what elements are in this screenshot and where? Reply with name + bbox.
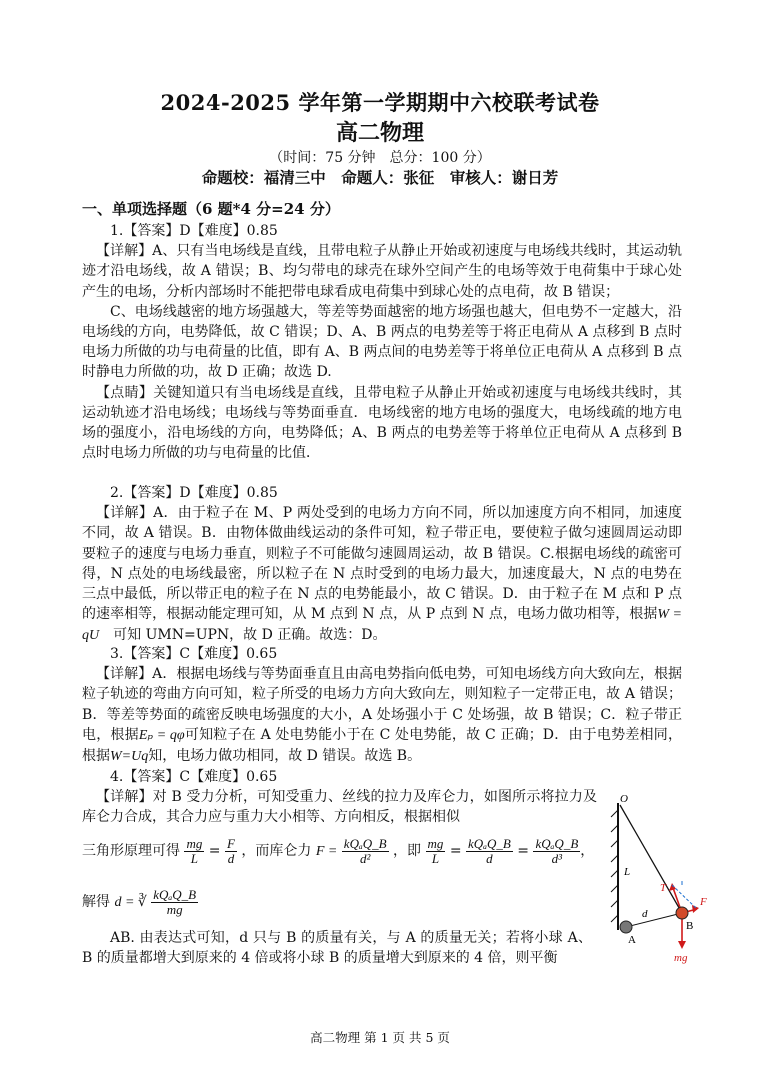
exam-title: 2024-2025 学年第一学期期中六校联考试卷 bbox=[160, 90, 600, 115]
q3-answer: 3.【答案】C【难度】0.65 bbox=[110, 646, 278, 662]
q1-detail-1: 【详解】A、只有当电场线是直线，且带电粒子从静止开始或初速度与电场线共线时，其运动轨迹才沿电场线，故 A 错误；B、均匀带电的球壳在球外空间产生的电场等效于电荷集中于球心处产生的电场，分析内部场时不能把带电球看成电荷集中到球心处的点电荷，故 B 错误； bbox=[82, 243, 682, 300]
fraction-mg-over-l: $\frac{mg}{L}$ bbox=[186, 835, 203, 866]
q3-detail-a: 【详解】A．根据电场线与等势面垂直且由高电势指向低电势，可知电场线方向大致向左，根据粒子轨迹的弯曲方向可知，粒子所受的电场力方向大致向左，则知粒子一定带正电，故 A 错误；B．等差等势面的疏密反映电场强度的大小，A 处场强小于 C 处场强，故 B 错误；C．粒子带正电，根据 bbox=[82, 666, 682, 743]
authors-line: 命题校：福清三中 命题人：张征 审核人：谢日芳 bbox=[201, 168, 559, 187]
fraction-compound: kQₐQ_B d bbox=[468, 835, 511, 866]
question-4 bbox=[82, 767, 597, 828]
q4-solution-line bbox=[82, 882, 602, 923]
q4-detail-1: 【详解】对 B 受力分析，可知受重力、丝线的拉力及库仑力，如图所示将拉力及库仑力合成，其合力应与重力大小相等、方向相反，根据相似 bbox=[82, 789, 597, 826]
page-footer: 高二物理 第 1 页 共 5 页 bbox=[310, 1030, 450, 1045]
question-1 bbox=[82, 221, 682, 463]
q1-note: 【点睛】关键知道只有当电场线是直线，且带电粒子从静止开始或初速度与电场线共线时，其运动轨迹才沿电场线；电场线与等势面垂直．电场线密的地方电场的强度大，电场线疏的地方电场的强度小，沿电场线的方向，电势降低；A、B 两点的电势差等于将单位正电荷从 A 点移到 B 点时电场力所做的功与电荷量的比值． bbox=[82, 384, 682, 462]
q3-detail-c: 知，电场力做功相同，故 D 错误。故选 B。 bbox=[148, 748, 422, 765]
q4-formula-line: 三角形原理可得 $\frac{mg}{L}$ = $\frac{F}{d}$ ，而库仑力 F = kQₐQ_B d² ，即 $\frac{mg}{L}$ = kQₐQ_B d = kQₐQ_B d³ ， bbox=[82, 835, 595, 866]
label-d: d bbox=[642, 908, 648, 920]
q4-formula-prefix: 三角形原理可得 bbox=[82, 843, 180, 859]
gravity-arrowhead bbox=[678, 941, 686, 949]
cube-root-formula: d = ∛ bbox=[114, 895, 147, 910]
q4-answer: 4.【答案】C【难度】0.65 bbox=[110, 769, 278, 785]
q3-formula-2: W=Uq bbox=[110, 749, 149, 765]
ball-a bbox=[620, 921, 632, 933]
fraction-coulomb: kQₐQ_B d² bbox=[343, 835, 387, 866]
tension-arrowhead bbox=[669, 883, 676, 891]
label-l: L bbox=[624, 866, 631, 878]
q4-formula-mid: ，而库仑力 bbox=[241, 843, 312, 859]
label-b: B bbox=[686, 920, 694, 932]
subject-title: 高二物理 bbox=[335, 120, 424, 146]
label-mg: mg bbox=[674, 952, 688, 964]
q3-detail bbox=[82, 664, 682, 767]
question-3 bbox=[82, 644, 682, 767]
fraction-f-over-d: $\frac{F}{d}$ bbox=[226, 835, 235, 866]
q2-detail bbox=[82, 503, 682, 646]
q1-detail-2: C、电场线越密的地方场强越大，等差等势面越密的地方场强也越大，但电势不一定越大，沿电场线的方向，电势降低，故 C 错误；D、A、B 两点的电势差等于将正电荷从 A 点移到 B 点时电场力所做的功与电荷量的比值，即有 A、B 两点间的电势差等于将单位正电荷从 A 点移到 B 点时静电力所做的功，故 D 正确；故选 D. bbox=[82, 303, 682, 381]
time-info: （时间：75 分钟 总分：100 分） bbox=[269, 150, 491, 166]
q4-formula-and: ，即 bbox=[393, 843, 422, 859]
q4-solve-prefix: 解得 bbox=[82, 894, 110, 910]
q3-formula-1: Eₚ = qφ bbox=[138, 727, 185, 743]
label-o: O bbox=[620, 795, 628, 805]
q4-analysis bbox=[82, 928, 592, 968]
fraction-result: kQₐQ_B d³ bbox=[535, 835, 579, 866]
coulomb-f-equals: F = bbox=[315, 844, 338, 859]
thread-line bbox=[620, 805, 682, 913]
section-heading: 一、单项选择题（6 题*4 分=24 分） bbox=[82, 200, 340, 218]
q4-detail-4: AB. 由表达式可知，d 只与 B 的质量有关，与 A 的质量无关；若将小球 A、B 的质量都增大到原来的 4 倍或将小球 B 的质量增大到原来的 4 倍，则平衡 bbox=[82, 930, 592, 967]
q3-detail-b: 可知粒子在 A 处电势能小于在 C 处电势能，故 C 正确；D．由于电势差相同，根据 bbox=[82, 726, 682, 765]
coulomb-arrowhead bbox=[692, 905, 699, 913]
label-f: F bbox=[700, 896, 707, 908]
q1-answer: 1.【答案】D【难度】0.85 bbox=[110, 223, 278, 239]
question-2 bbox=[82, 483, 682, 647]
label-a: A bbox=[628, 934, 636, 946]
label-t: T bbox=[660, 882, 667, 894]
force-diagram bbox=[598, 795, 716, 965]
q2-answer: 2.【答案】D【难度】0.85 bbox=[110, 485, 278, 501]
wall-hatching bbox=[611, 810, 618, 922]
ball-b bbox=[676, 907, 688, 919]
q2-detail-b: 可知 UMN=UPN，故 D 正确。故选：D。 bbox=[99, 627, 387, 644]
q2-detail-a: 【详解】A．由于粒子在 M、P 两处受到的电场力方向不同，所以加速度方向不相同，加速度不同，故 A 错误。B．由物体做曲线运动的条件可知，粒子带正电，要使粒子做匀速圆周运动即要粒子的速度与电场力垂直，则粒子不可能做匀速圆周运动，故 B 错误。C.根据电场线的疏密可得，N 点处的电场线最密，所以粒子在 N 点时受到的电场力最大，加速度最大，N 点的电势在三点中最低，所以带正电的粒子在 N 点的电势能最小，故 C 错误。D．由于粒子在 M 点和 P 点的速率相等，根据动能定理可知，从 M 点到 N 点，从 P 点到 N 点，电场力做功相等，根据 bbox=[82, 505, 682, 623]
fraction-mg-over-l-2: $\frac{mg}{L}$ bbox=[427, 835, 444, 866]
distance-line bbox=[626, 913, 682, 927]
q2-formula: W = qU bbox=[82, 607, 683, 644]
fraction-root: kQₐQ_B mg bbox=[153, 886, 197, 917]
